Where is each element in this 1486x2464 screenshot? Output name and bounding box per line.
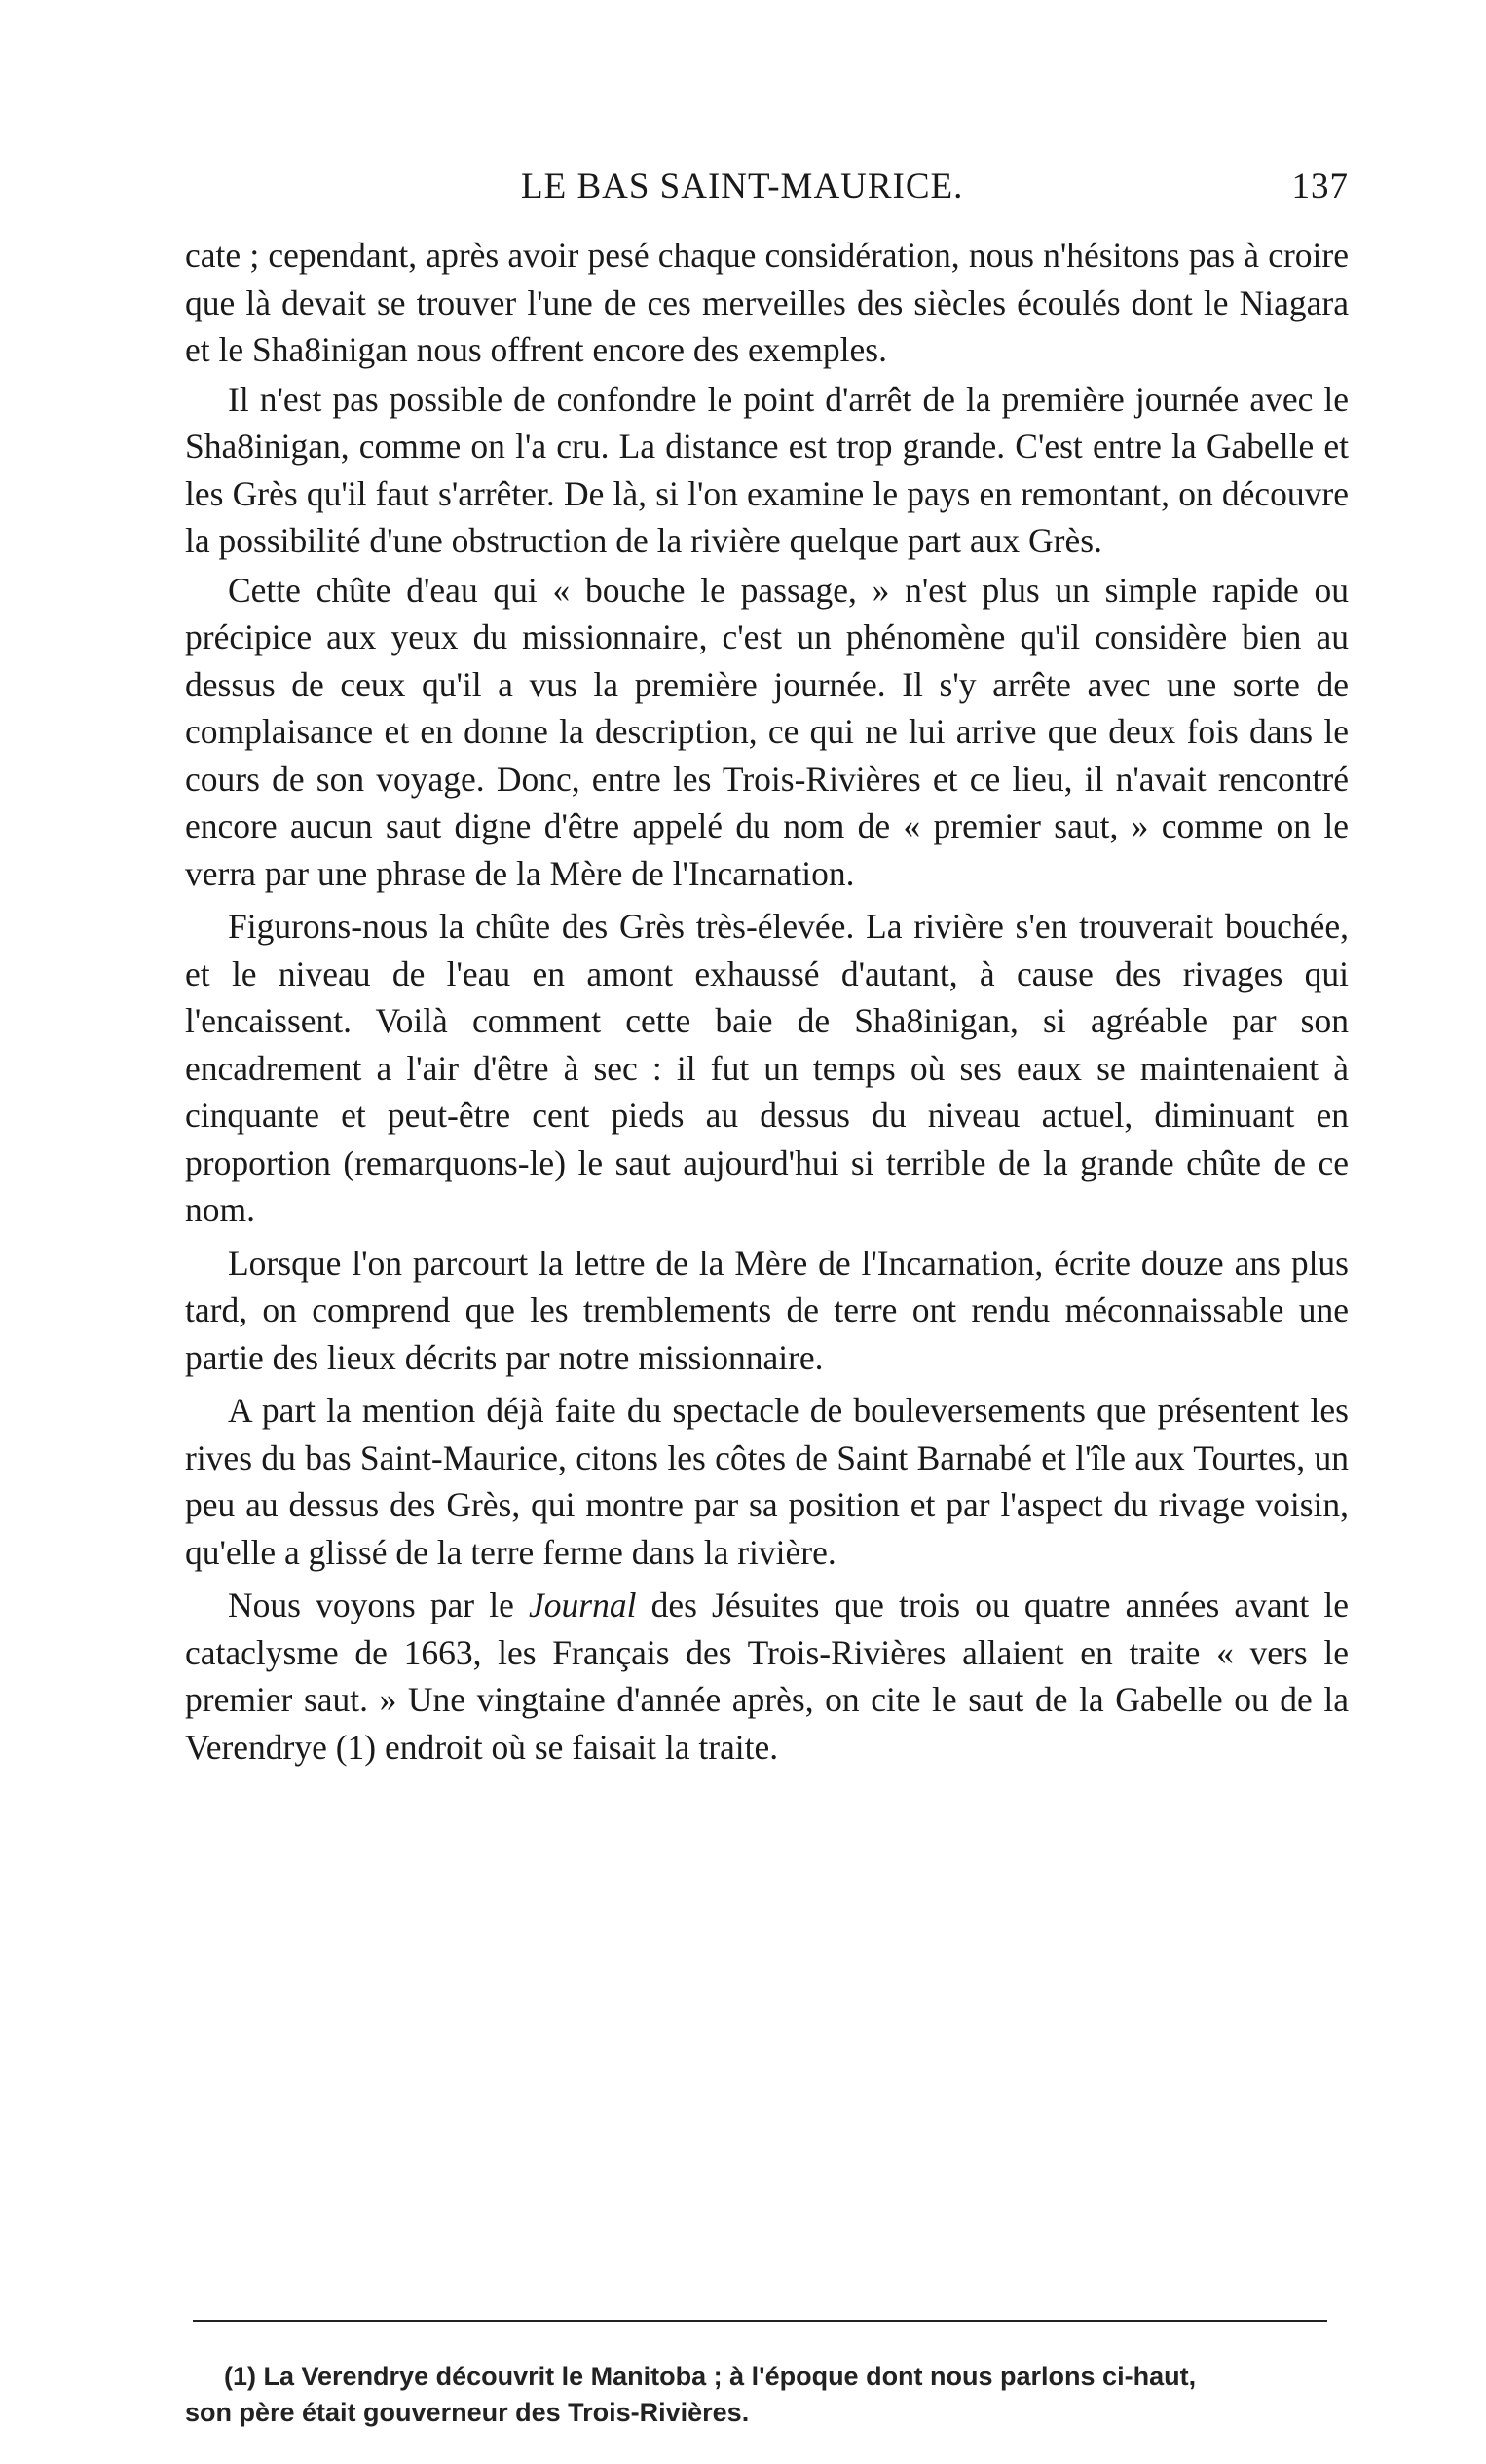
paragraph-3: Cette chûte d'eau qui « bouche le passage, » n'est plus un simple rapide ou précipice aux yeux du missionnaire, c'est un phénomène qu'il considère bien au dessus de ceux qu'il a vus la première journée. Il s'y arrête avec une sorte de complaisance et en donne la description, ce qui ne lui arrive que deux fois dans le cours de son voyage. Donc, entre les Trois-Rivières et ce lieu, il n'avait rencontré encore aucun saut digne d'être appelé du nom de « premier saut, » comme on le verra par une phrase de la Mère de l'Incarnation.	[185, 570, 1349, 893]
footnote	[185, 2359, 1334, 2431]
running-title: LE BAS SAINT-MAURICE.	[521, 167, 964, 206]
journal-title: Journal	[529, 1586, 637, 1624]
running-head	[185, 166, 1349, 220]
paragraph-1: cate ; cependant, après avoir pesé chaque considération, nous n'hésitons pas à croire que là devait se trouver l'une de ces merveilles des siècles écoulés dont le Niagara et le Sha8inigan nous offrent encore des exemples.	[185, 236, 1349, 369]
footnote-rule	[193, 2320, 1327, 2322]
paragraph-7-start: Nous voyons par le	[228, 1586, 529, 1624]
paragraph-2: Il n'est pas possible de confondre le point d'arrêt de la première journée avec le Sha8inigan, comme on l'a cru. La distance est trop grande. C'est entre la Gabelle et les Grès qu'il faut s'arrêter. De là, si l'on examine le pays en remontant, on découvre la possibilité d'une obstruction de la rivière quelque part aux Grès.	[185, 379, 1349, 560]
book-page	[185, 166, 1350, 2427]
paragraph-7	[185, 1582, 1349, 1771]
body-text	[185, 232, 1349, 1771]
page-number: 137	[1291, 167, 1349, 206]
footnote-line-2: son père était gouverneur des Trois-Rivières.	[185, 2398, 750, 2427]
paragraph-6: A part la mention déjà faite du spectacle de bouleversements que présentent les rives du bas Saint-Maurice, citons les côtes de Saint Barnabé et l'île aux Tourtes, un peu au dessus des Grès, qui montre par sa position et par l'aspect du rivage voisin, qu'elle a glissé de la terre ferme dans la rivière.	[185, 1391, 1349, 1572]
paragraph-4: Figurons-nous la chûte des Grès très-élevée. La rivière s'en trouverait bouchée, et le niveau de l'eau en amont exhaussé d'autant, à cause des rivages qui l'encaissent. Voilà comment cette baie de Sha8inigan, si agréable par son encadrement a l'air d'être à sec : il fut un temps où ses eaux se maintenaient à cinquante et peut-être cent pieds au dessus du niveau actuel, diminuant en proportion (remarquons-le) le saut aujourd'hui si terrible de la grande chûte de ce nom.	[185, 907, 1349, 1229]
footnote-line-1: (1) La Verendrye découvrit le Manitoba ; à l'époque dont nous parlons ci-haut,	[224, 2362, 1197, 2391]
paragraph-5: Lorsque l'on parcourt la lettre de la Mère de l'Incarnation, écrite douze ans plus tard, on comprend que les tremblements de terre ont rendu méconnaissable une partie des lieux décrits par notre missionnaire.	[185, 1243, 1349, 1377]
paragraph-7-end: des Jésuites que trois ou quatre années avant le cataclysme de 1663, les Français des Trois-Rivières allaient en traite « vers le premier saut. » Une vingtaine d'année après, on cite le saut de la Gabelle ou de la Verendrye (1) endroit où se faisait la traite.	[185, 1586, 1350, 1767]
